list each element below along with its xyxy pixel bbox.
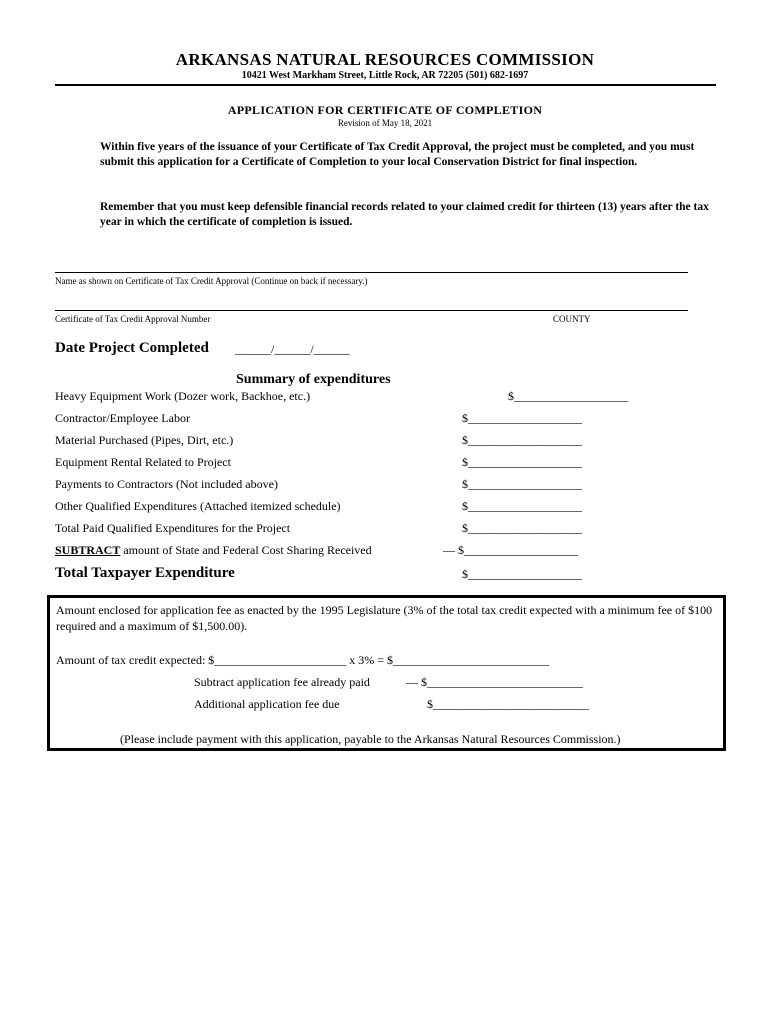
certificate-number-label: Certificate of Tax Credit Approval Number [55, 314, 211, 324]
other-qualified-amount-input[interactable]: $___________________ [462, 499, 582, 513]
cost-sharing-amount-input[interactable]: — $___________________ [443, 543, 578, 557]
subtract-word: SUBTRACT [55, 543, 121, 557]
additional-fee-input[interactable]: $__________________________ [427, 697, 589, 711]
additional-fee-label: Additional application fee due [194, 697, 340, 711]
commission-title: ARKANSAS NATURAL RESOURCES COMMISSION [175, 50, 595, 69]
material-amount-input[interactable]: $___________________ [462, 433, 582, 447]
expense-row-labor: Contractor/Employee Labor [55, 411, 190, 425]
payment-note: (Please include payment with this application, payable to the Arkansas Natural Resources Commission.) [120, 732, 621, 746]
contractor-payments-amount-input[interactable]: $___________________ [462, 477, 582, 491]
total-paid-amount-input[interactable]: $___________________ [462, 521, 582, 535]
expense-row-equipment-rental: Equipment Rental Related to Project [55, 455, 231, 469]
form-title: APPLICATION FOR CERTIFICATE OF COMPLETION [227, 103, 543, 117]
date-completed-input[interactable]: ______/______/______ [235, 342, 350, 356]
instruction-paragraph-1: Within five years of the issuance of your Certificate of Tax Credit Approval, the project must be completed, and you must submit this application for a Certificate of Completion to your local Conservation District for final inspection. [100, 141, 695, 168]
revision-date: Revision of May 18, 2021 [337, 118, 433, 128]
fee-already-paid-label: Subtract application fee already paid [194, 675, 370, 689]
expense-row-heavy-equipment: Heavy Equipment Work (Dozer work, Backhoe, etc.) [55, 389, 311, 403]
application-fee-box [47, 595, 726, 751]
fee-already-paid-input[interactable]: — $__________________________ [406, 675, 583, 689]
subtract-rest: amount of State and Federal Cost Sharing Received [120, 543, 372, 557]
certificate-number-input-line[interactable] [55, 310, 688, 311]
labor-amount-input[interactable]: $___________________ [462, 411, 582, 425]
equipment-rental-amount-input[interactable]: $___________________ [462, 455, 582, 469]
instruction-paragraph-2: Remember that you must keep defensible financial records related to your claimed credit for thirteen (13) years after the tax year in which the certificate of completion is issued. [100, 201, 709, 228]
county-label: COUNTY [553, 314, 591, 324]
expense-row-other-qualified: Other Qualified Expenditures (Attached itemized schedule) [55, 499, 341, 513]
expense-row-contractor-payments: Payments to Contractors (Not included above) [55, 477, 278, 491]
fee-intro-text: Amount enclosed for application fee as enacted by the 1995 Legislature (3% of the total tax credit expected with a minimum fee of $100 required and a maximum of $1,500.00). [56, 603, 713, 633]
summary-title: Summary of expenditures [236, 372, 391, 387]
name-field-label: Name as shown on Certificate of Tax Credit Approval (Continue on back if necessary.) [55, 276, 368, 286]
expense-row-material: Material Purchased (Pipes, Dirt, etc.) [55, 433, 234, 447]
total-taxpayer-amount-input[interactable]: $___________________ [462, 567, 582, 581]
subtract-cost-sharing-label [55, 543, 372, 558]
date-completed-label: Date Project Completed [55, 340, 209, 356]
commission-address: 10421 West Markham Street, Little Rock, AR 72205 (501) 682-1697 [241, 70, 529, 81]
expense-row-total-paid: Total Paid Qualified Expenditures for the Project [55, 521, 291, 535]
header-rule [55, 84, 716, 86]
tax-credit-expected-line[interactable]: Amount of tax credit expected: $______________________ x 3% = $__________________________ [56, 653, 550, 667]
name-input-line[interactable] [55, 272, 688, 273]
heavy-equipment-amount-input[interactable]: $___________________ [508, 389, 628, 403]
total-taxpayer-expenditure-label: Total Taxpayer Expenditure [55, 565, 235, 581]
